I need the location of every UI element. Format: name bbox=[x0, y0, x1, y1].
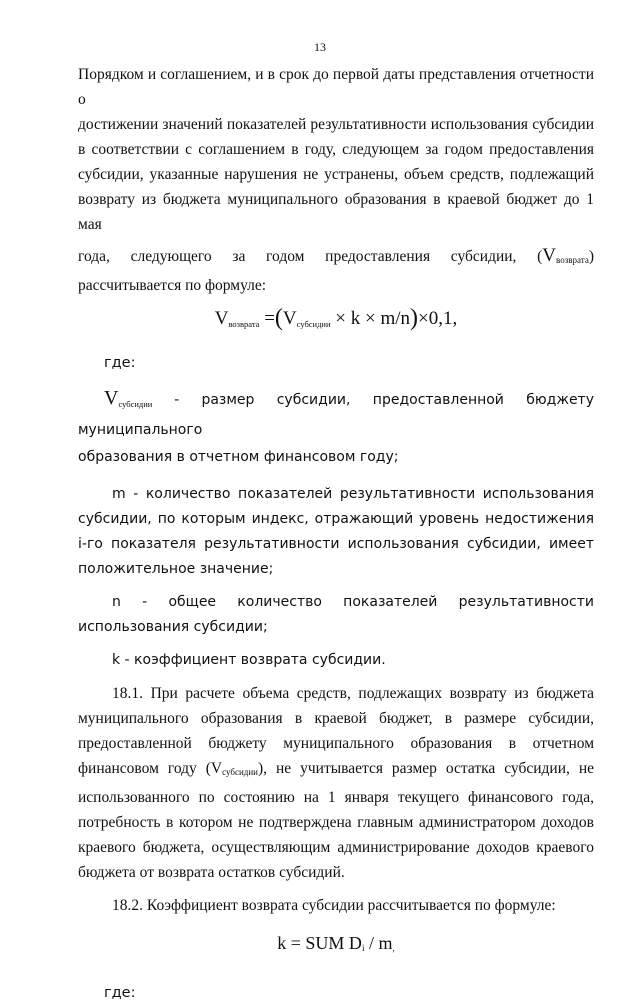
formula-end: , bbox=[452, 308, 458, 329]
paragraph-text: 18.1. При расчете объема средств, подлежащих возврату из бюджета муниципального образования в краевой бюджет, в размере субсидии, предоставленной бюджету муниципального образования в отчетном финансовом году (V bbox=[78, 685, 594, 777]
paragraph-line-with-term bbox=[78, 243, 594, 273]
paragraph-line: достижении значений показателей результативности использования субсидии bbox=[78, 116, 594, 133]
document-body bbox=[78, 62, 594, 1006]
where-label: где: bbox=[104, 355, 136, 371]
formula-close-paren: ) bbox=[410, 305, 419, 331]
page-number: 13 bbox=[314, 40, 326, 54]
formula-end: , bbox=[392, 943, 395, 953]
paragraph-text: ), не учитывается размер остатка субсидии, не использованного по состоянию на 1 января текущего финансового года, потребность в котором не подтверждена главным администратором доходов краевого бюджета, осуществляющим администрирование доходов краевого бюджета от возврата остатков субсидий. bbox=[78, 760, 594, 881]
paragraph-line: рассчитывается по формуле: bbox=[78, 277, 267, 294]
v-subsidy-definition bbox=[78, 386, 594, 443]
paragraph-line: субсидии, указанные нарушения не устранены, объем средств, подлежащий bbox=[78, 166, 594, 183]
definition-text: - размер субсидии, предоставленной бюджету муниципального bbox=[78, 392, 594, 438]
formula-lhs: k = SUM D bbox=[277, 933, 362, 953]
v-return-term: (Vвозврата) bbox=[537, 245, 594, 266]
formula-k bbox=[78, 928, 594, 963]
paragraph-line: образования в отчетном финансовом году; bbox=[78, 449, 399, 465]
formula-rhs: / m bbox=[364, 933, 393, 953]
v-symbol: V bbox=[542, 245, 557, 266]
v-subscript: субсидии bbox=[222, 767, 258, 777]
v-subscript: возврата bbox=[556, 255, 589, 265]
formula-v-return bbox=[78, 303, 594, 339]
formula-v-sub: субсидии bbox=[296, 319, 331, 329]
paragraph-18-2: 18.2. Коэффициент возврата субсидии рассчитывается по формуле: bbox=[112, 897, 556, 914]
k-definition: k - коэффициент возврата субсидии. bbox=[112, 652, 386, 668]
paragraph-line: возврату из бюджета муниципального образования в краевой бюджет до 1 мая bbox=[78, 191, 594, 233]
paragraph-18-1 bbox=[78, 681, 594, 885]
paragraph-line: в соответствии с соглашением в году, следующем за годом предоставления bbox=[78, 141, 594, 158]
v-subscript: субсидии bbox=[118, 399, 153, 409]
formula-lhs: V bbox=[214, 308, 229, 329]
paragraph-line: Порядком и соглашением, и в срок до первой даты представления отчетности о bbox=[78, 66, 594, 108]
where-label: где: bbox=[104, 985, 136, 1001]
formula-v: V bbox=[282, 308, 297, 329]
formula-mid: × k × m/n bbox=[335, 308, 411, 329]
m-definition: m - количество показателей результативности использования субсидии, по которым индекс, отражающий уровень недостижения i-го показателя результативности использования субсидии, имеет положительное значение; bbox=[78, 486, 594, 577]
n-definition: n - общее количество показателей результативности использования субсидии; bbox=[78, 594, 594, 635]
formula-eq: = bbox=[264, 308, 275, 329]
formula-sub: i bbox=[361, 943, 365, 953]
formula-lhs-sub: возврата bbox=[228, 319, 260, 329]
v-symbol: V bbox=[104, 387, 119, 409]
formula-tail: ×0,1 bbox=[418, 308, 453, 329]
paragraph-text: года, следующего за годом предоставления субсидии, bbox=[78, 248, 517, 265]
formula-open-paren: ( bbox=[274, 305, 283, 331]
